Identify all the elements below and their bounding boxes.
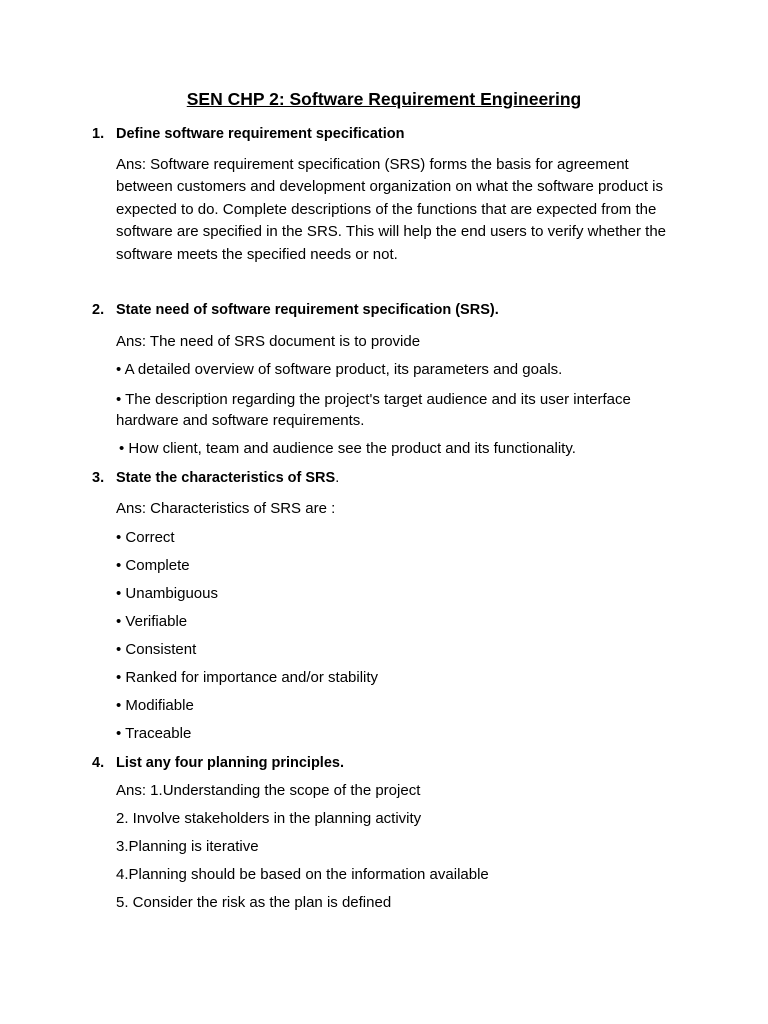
question-number: 3.: [92, 470, 105, 486]
list-item: 3.Planning is iterative: [116, 838, 259, 855]
question-text-period: .: [335, 470, 340, 486]
list-item: 5. Consider the risk as the plan is defined: [116, 894, 392, 911]
list-item: • How client, team and audience see the product and its functionality.: [119, 440, 576, 457]
list-item: • Verifiable: [116, 613, 188, 630]
question-1-answer: Ans: Software requirement specification (SRS) forms the basis for agreement between customers and development organization on what the software product is expected to do. Complete descriptions of the functions that are expected from the software are specified in the SRS. This will help the end users to verify whether the software meets the specified needs or not.: [116, 156, 666, 263]
list-item: • Traceable: [116, 725, 192, 742]
question-1-heading: [92, 125, 404, 143]
list-item: • The description regarding the project's target audience and its user interface hardware and software requirements.: [116, 391, 631, 429]
question-4-heading: [92, 754, 344, 772]
list-item: • Modifiable: [116, 697, 194, 714]
list-item: • Unambiguous: [116, 585, 218, 602]
list-item: Ans: 1.Understanding the scope of the project: [116, 782, 421, 799]
question-2-heading: [92, 301, 499, 319]
page-title: SEN CHP 2: Software Requirement Engineering: [186, 89, 582, 109]
question-3-heading: [92, 469, 339, 487]
question-number: 1.: [92, 126, 105, 142]
question-2-answer-intro: Ans: The need of SRS document is to provide: [116, 333, 421, 350]
question-text: State need of software requirement specification (SRS).: [116, 302, 499, 318]
question-text: State the characteristics of SRS: [116, 470, 336, 486]
list-item: 2. Involve stakeholders in the planning activity: [116, 810, 422, 827]
question-number: 4.: [92, 755, 105, 771]
question-3-answer-intro: Ans: Characteristics of SRS are :: [116, 500, 336, 517]
list-item: • Ranked for importance and/or stability: [116, 669, 379, 686]
question-number: 2.: [92, 302, 105, 318]
list-item: • Correct: [116, 529, 175, 546]
list-item: • A detailed overview of software product, its parameters and goals.: [116, 361, 563, 378]
list-item: • Complete: [116, 557, 190, 574]
list-item: • Consistent: [116, 641, 197, 658]
question-text: List any four planning principles.: [116, 755, 344, 771]
list-item: 4.Planning should be based on the information available: [116, 866, 489, 883]
question-text: Define software requirement specification: [116, 126, 405, 142]
